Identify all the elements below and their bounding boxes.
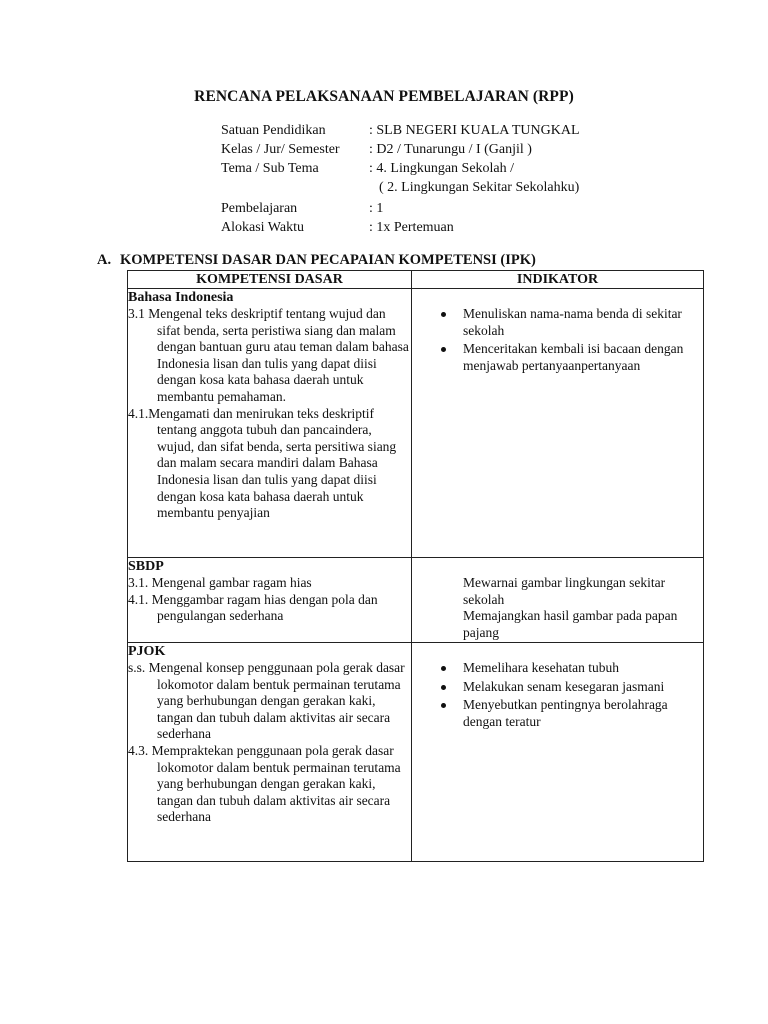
column-header-kompetensi: KOMPETENSI DASAR	[128, 271, 412, 289]
section-number: A.	[97, 252, 112, 268]
meta-label: Satuan Pendidikan	[221, 123, 326, 138]
list-item: Memajangkan hasil gambar pada papan pajang	[463, 608, 678, 640]
kd-text: Menggambar ragam hias dengan pola dan pengulangan sederhana	[151, 591, 378, 624]
kd-item	[128, 575, 411, 592]
bullet-icon	[441, 685, 446, 690]
kd-text: Mengenal gambar ragam hias	[151, 575, 312, 590]
indicator-cell	[412, 643, 704, 862]
kd-item	[128, 743, 411, 826]
meta-label: Pembelajaran	[221, 201, 298, 216]
meta-value: : SLB NEGERI KUALA TUNGKAL	[369, 123, 580, 138]
meta-row-alokasi	[221, 218, 580, 237]
kd-text: Mengamati dan menirukan teks deskriptif tentang anggota tubuh dan pancaindera, wujud, dan sifat benda, serta persitiwa siang dan malam secara mandiri dalam Bahasa Indonesia lisan dan tulis yang dapat diisi dengan kosa kata bahasa daerah untuk membantu penyajian	[148, 405, 397, 521]
meta-row-kelas	[221, 140, 580, 159]
kd-number: 4.3.	[128, 742, 149, 758]
kd-text: Mengenal konsep penggunaan pola gerak dasar lokomotor dalam bentuk permainan terutama yang berhubungan dengan gerakan kaki, tangan dan tubuh dalam aktivitas air secara sederhana	[148, 660, 405, 742]
kd-number: 4.1.	[128, 591, 149, 607]
section-a-heading	[97, 252, 536, 269]
kd-cell	[128, 643, 412, 862]
table-header-row	[128, 271, 704, 289]
kd-text: Mengenal teks deskriptif tentang wujud dan sifat benda, serta peristiwa siang dan malam dengan bantuan guru atau teman dalam bahasa Indonesia lisan dan tulis yang dapat diisi dengan kosa kata bahasa daerah untuk membantu pemahaman.	[148, 306, 409, 404]
indicator-text: Menyebutkan pentingnya berolahraga dengan teratur	[463, 697, 668, 729]
indicator-text: Menceritakan kembali isi bacaan dengan menjawab pertanyaanpertanyaan	[463, 341, 684, 373]
kd-item	[128, 592, 411, 625]
competency-table	[127, 270, 704, 862]
bullet-icon	[441, 666, 446, 671]
indicator-list	[412, 660, 703, 730]
kd-number: 4.1.	[128, 405, 149, 421]
kd-item	[128, 406, 411, 522]
bullet-icon	[441, 703, 446, 708]
indicator-list	[412, 575, 703, 641]
meta-label: Tema / Sub Tema	[221, 161, 319, 176]
kd-item	[128, 306, 411, 406]
indicator-text: Menuliskan nama-nama benda di sekitar sekolah	[463, 306, 682, 338]
subject-name: Bahasa Indonesia	[128, 290, 234, 305]
indicator-cell	[412, 558, 704, 643]
indicator-list	[412, 306, 703, 374]
indicator-cell	[412, 289, 704, 558]
bullet-icon	[441, 312, 446, 317]
meta-value: : 1x Pertemuan	[369, 220, 454, 235]
kd-item	[128, 660, 411, 743]
list-item	[463, 679, 697, 696]
kd-number: 3.1.	[128, 575, 149, 590]
meta-label: Alokasi Waktu	[221, 220, 304, 235]
indicator-text: Melakukan senam kesegaran jasmani	[463, 678, 665, 694]
meta-row-pembelajaran	[221, 199, 580, 218]
kd-number: 3.1	[128, 306, 145, 321]
meta-value: : 4. Lingkungan Sekolah /	[369, 161, 515, 176]
list-item: Mewarnai gambar lingkungan sekitar sekolah	[463, 575, 666, 607]
indicator-text: Memelihara kesehatan tubuh	[463, 660, 619, 675]
meta-row-satuan	[221, 121, 580, 140]
kd-number: s.s.	[128, 660, 146, 675]
meta-value: : D2 / Tunarungu / I (Ganjil )	[369, 142, 532, 157]
list-item	[463, 660, 697, 677]
meta-row-tema	[221, 159, 580, 178]
document-meta	[221, 121, 580, 237]
table-row	[128, 643, 704, 862]
subject-name: SBDP	[128, 559, 164, 574]
meta-label: Kelas / Jur/ Semester	[221, 142, 340, 157]
list-item	[463, 306, 697, 339]
subject-name: PJOK	[128, 644, 166, 659]
list-item	[463, 341, 697, 374]
table-row	[128, 289, 704, 558]
kd-cell	[128, 289, 412, 558]
document-title: RENCANA PELAKSANAAN PEMBELAJARAN (RPP)	[194, 88, 574, 105]
column-header-indikator: INDIKATOR	[412, 271, 704, 289]
list-item	[463, 697, 697, 730]
kd-text: Mempraktekan penggunaan pola gerak dasar lokomotor dalam bentuk permainan terutama yang berhubungan dengan gerakan kaki, tangan dan tubuh dalam aktivitas air secara sederhana	[151, 742, 401, 825]
kd-cell	[128, 558, 412, 643]
meta-subtema: ( 2. Lingkungan Sekitar Sekolahku)	[379, 180, 580, 195]
section-title: KOMPETENSI DASAR DAN PECAPAIAN KOMPETENSI (IPK)	[120, 252, 536, 268]
table-row	[128, 558, 704, 643]
meta-value: : 1	[369, 201, 384, 216]
bullet-icon	[441, 347, 446, 352]
